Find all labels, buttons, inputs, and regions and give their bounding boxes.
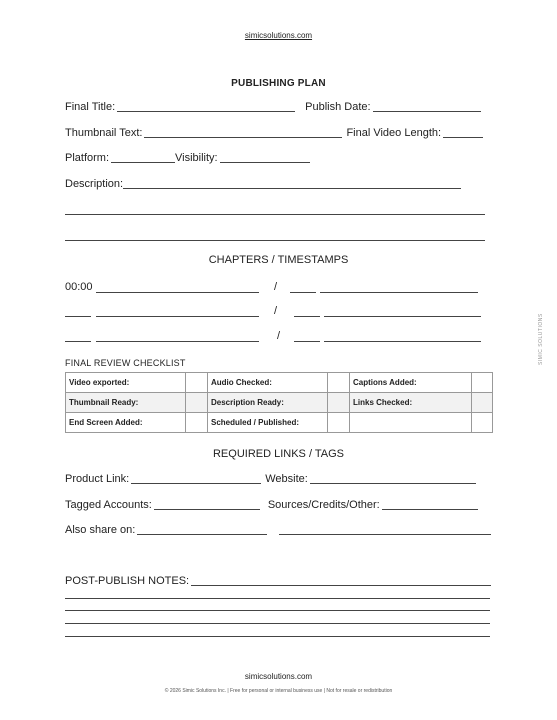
- visibility-field[interactable]: [220, 152, 310, 163]
- chapter-3-sep: /: [277, 330, 281, 342]
- chapter-3-time-line[interactable]: [65, 341, 91, 342]
- platform-row: [65, 152, 314, 164]
- sources-field[interactable]: [382, 499, 478, 510]
- checklist-checkbox[interactable]: [328, 373, 350, 393]
- description-line-3[interactable]: [65, 240, 485, 241]
- tagged-accounts-field[interactable]: [154, 499, 260, 510]
- product-link-label: Product Link:: [65, 473, 130, 485]
- checklist-checkbox[interactable]: [186, 373, 208, 393]
- checklist-empty-cell: [472, 413, 493, 433]
- checklist-checkbox[interactable]: [472, 373, 493, 393]
- notes-line-3[interactable]: [65, 610, 490, 611]
- chapter-1-sep: /: [274, 281, 278, 293]
- chapter-2b-time-line[interactable]: [294, 316, 320, 317]
- notes-field[interactable]: [191, 575, 491, 586]
- sources-label: Sources/Credits/Other:: [267, 499, 380, 511]
- platform-label: Platform:: [65, 152, 110, 164]
- notes-line-5[interactable]: [65, 636, 490, 637]
- footer-copyright: © 2026 Simic Solutions Inc. | Free for personal or internal business use | Not for resale or redistribution: [164, 688, 393, 694]
- checklist-checkbox[interactable]: [186, 393, 208, 413]
- checklist-item-label: Audio Checked:: [208, 373, 328, 393]
- publish-date-field[interactable]: [373, 101, 481, 112]
- also-share-row: [65, 524, 495, 536]
- chapter-2-title-line[interactable]: [96, 316, 259, 317]
- checklist-checkbox[interactable]: [472, 393, 493, 413]
- checklist-item-label: Thumbnail Ready:: [66, 393, 186, 413]
- chapter-3b-time-line[interactable]: [294, 341, 320, 342]
- checklist-item-label: Description Ready:: [208, 393, 328, 413]
- notes-row: [65, 575, 495, 587]
- website-label: Website:: [265, 473, 308, 485]
- chapter-1b-title-line[interactable]: [320, 292, 478, 293]
- notes-line-4[interactable]: [65, 623, 490, 624]
- chapter-2-time-line[interactable]: [65, 316, 91, 317]
- chapter-1-title-line[interactable]: [96, 292, 259, 293]
- header-site-link[interactable]: simicsolutions.com: [244, 31, 313, 40]
- chapter-1b-time-line[interactable]: [290, 292, 316, 293]
- platform-field[interactable]: [111, 152, 175, 163]
- page-title: PUBLISHING PLAN: [231, 78, 326, 89]
- footer-site-link[interactable]: simicsolutions.com: [244, 672, 313, 681]
- final-title-field[interactable]: [117, 101, 295, 112]
- checklist-heading: FINAL REVIEW CHECKLIST: [65, 358, 186, 368]
- checklist-table: [65, 372, 493, 433]
- final-title-label: Final Title:: [65, 101, 116, 113]
- links-heading: REQUIRED LINKS / TAGS: [212, 448, 344, 460]
- final-title-row: [65, 101, 485, 113]
- notes-line-2[interactable]: [65, 598, 490, 599]
- tagged-accounts-label: Tagged Accounts:: [65, 499, 152, 511]
- checklist-checkbox[interactable]: [186, 413, 208, 433]
- chapter-3b-title-line[interactable]: [324, 341, 481, 342]
- checklist-item-label: Captions Added:: [350, 373, 472, 393]
- description-line-2[interactable]: [65, 214, 485, 215]
- checklist-item-label: Links Checked:: [350, 393, 472, 413]
- also-share-field-2[interactable]: [279, 524, 491, 535]
- checklist-row: [66, 413, 493, 433]
- website-field[interactable]: [310, 473, 476, 484]
- publish-date-label: Publish Date:: [305, 101, 371, 113]
- checklist-item-label: End Screen Added:: [66, 413, 186, 433]
- checklist-item-label: Video exported:: [66, 373, 186, 393]
- chapter-2b-title-line[interactable]: [324, 316, 481, 317]
- description-label: Description:: [65, 178, 124, 190]
- final-video-length-label: Final Video Length:: [346, 127, 442, 139]
- visibility-label: Visibility:: [175, 152, 218, 164]
- product-link-field[interactable]: [131, 473, 261, 484]
- notes-label: POST-PUBLISH NOTES:: [65, 575, 190, 587]
- chapter-2-sep: /: [274, 305, 278, 317]
- thumbnail-text-field[interactable]: [144, 127, 342, 138]
- also-share-label: Also share on:: [65, 524, 136, 536]
- tagged-accounts-row: [65, 499, 482, 511]
- checklist-checkbox[interactable]: [328, 413, 350, 433]
- chapter-3-title-line[interactable]: [96, 341, 259, 342]
- checklist-row: [66, 393, 493, 413]
- checklist-item-label: Scheduled / Published:: [208, 413, 328, 433]
- checklist-empty-cell: [350, 413, 472, 433]
- thumbnail-row: [65, 127, 487, 139]
- checklist-row: [66, 373, 493, 393]
- description-field[interactable]: [123, 178, 461, 189]
- chapter-1-time: 00:00: [65, 281, 93, 293]
- description-row: [65, 178, 465, 190]
- product-link-row: [65, 473, 480, 485]
- also-share-field-1[interactable]: [137, 524, 267, 535]
- side-watermark: SIMIC SOLUTIONS: [538, 313, 544, 365]
- thumbnail-text-label: Thumbnail Text:: [65, 127, 143, 139]
- checklist-checkbox[interactable]: [328, 393, 350, 413]
- chapters-heading: CHAPTERS / TIMESTAMPS: [208, 254, 349, 266]
- final-video-length-field[interactable]: [443, 127, 483, 138]
